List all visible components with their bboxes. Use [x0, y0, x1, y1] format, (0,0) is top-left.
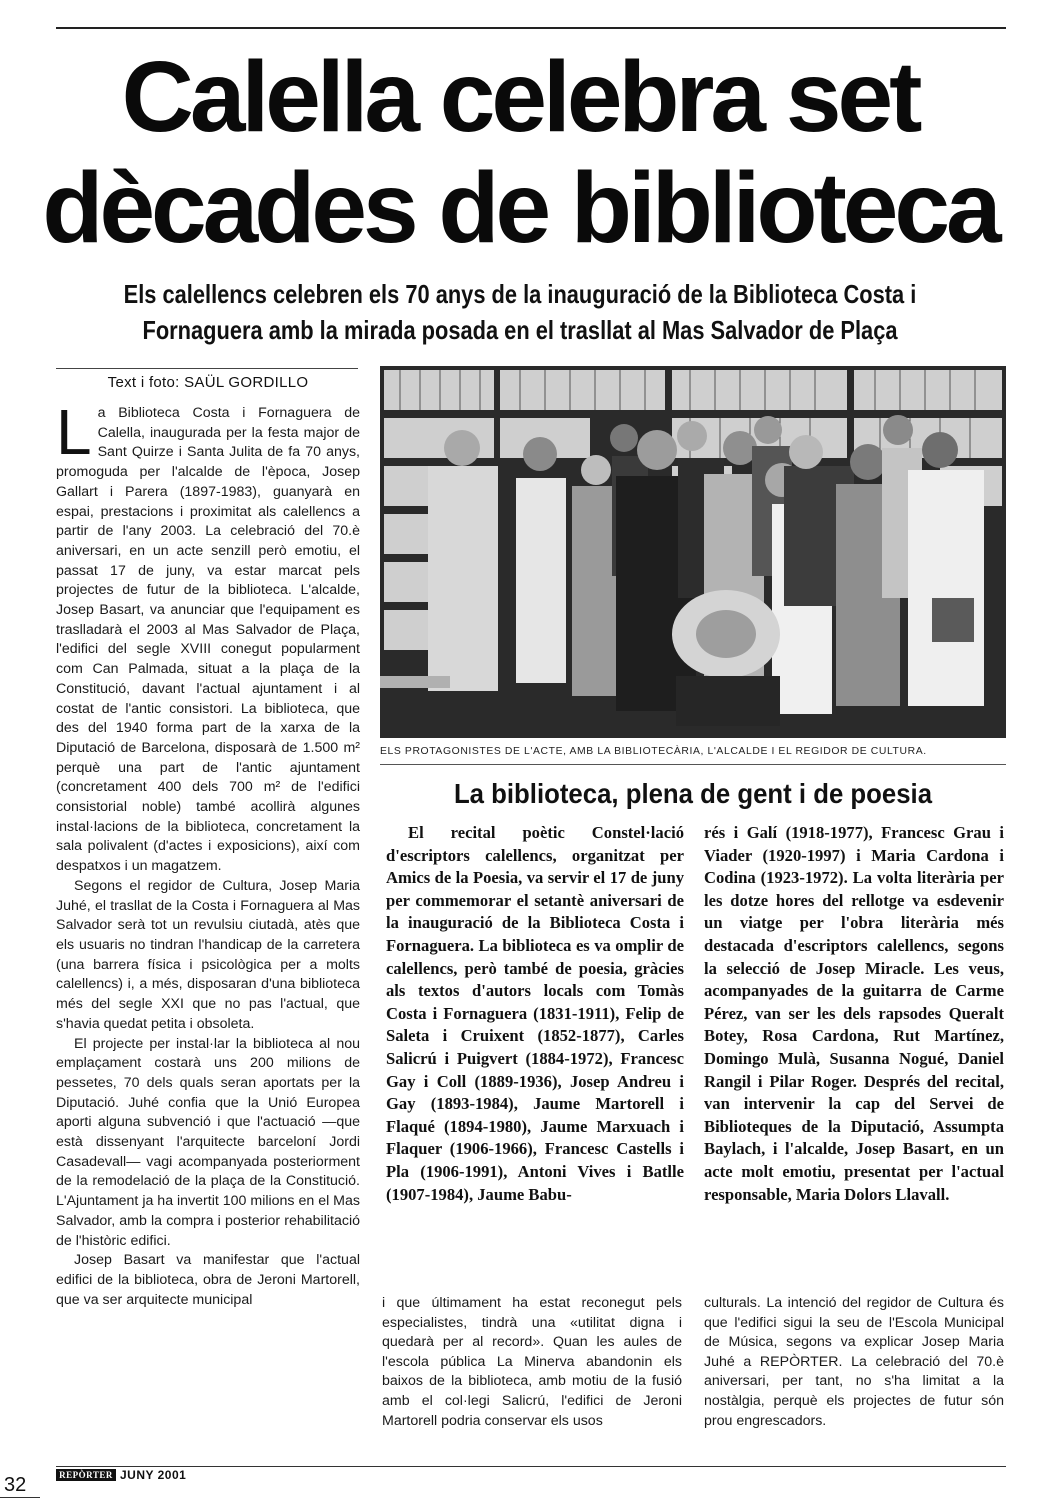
- article-paragraph-3: El projecte per instal·lar la biblioteca al nou emplaçament costarà uns 200 milions de pessetes, 70 dels quals seran aportats per la Diputació. Juhé confia que la Unió Europea aporti alguna subvenció i que l'actuació —que està dissenyant l'arquitecte barceloní Jordi Casadevall— vagi acompanyada posteriorment de la remodelació de la plaça de la Constitució. L'Ajuntament ja ha invertit 100 milions en el Mas Salvador, amb la compra i posterior rehabilitació de l'històric edifici.: [56, 1035, 360, 1249]
- group-photo: [380, 366, 1006, 738]
- headline-line-1: Calella celebra set: [121, 41, 919, 153]
- sidebar-paragraph-1: El recital poètic Constel·lació d'escriptors calellencs, organitzat per Amics de la Poesia, va servir el 17 de juny per commemorar el setantè aniversari de la inauguració de la Biblioteca Costa i Fornaguera. La biblioteca es va omplir de calellencs, però també de poesia, gràcies als textos d'autors locals com Tomàs Costa i Fornaguera (1831-1911), Felip de Saleta i Cruixent (1852-1877), Carles Salicrú i Puigvert (1884-1972), Francesc Gay i Coll (1889-1936), Josep Andreu i Gay (1893-1984), Jaume Martorell i Flaqué (1894-1980), Jaume Marxuach i Flaquer (1906-1966), Francesc Castells i Pla (1906-1991), Antoni Vives i Batlle (1907-1984), Jaume Babu-: [386, 823, 684, 1204]
- page-number: 32: [4, 1474, 27, 1496]
- footer-rule: [56, 1466, 1006, 1467]
- article-column-3: [704, 1294, 1004, 1431]
- magazine-logo: REPÒRTER: [56, 1469, 116, 1481]
- sidebar-column-1: [386, 822, 684, 1206]
- headline-line-2: dècades de biblioteca: [42, 152, 998, 264]
- article-paragraph-2: Segons el regidor de Cultura, Josep Maria Juhé, el trasllat de la Costa i Fornaguera al Mas Salvador serà tot un revulsiu ciutadà, atès que els usuaris no tindran l'handicap de la carretera (una barrera física i psicològica per a molts calellencs) i, a més, disposaran d'una biblioteca més del segle XXI que no pas l'actual, que s'havia quedat petita i obsoleta.: [56, 877, 360, 1032]
- article-paragraph-1: [56, 396, 360, 877]
- top-rule: [56, 27, 1006, 29]
- article-continuation-1: i que últimament ha estat reconegut pels especialistes, tindrà una «utilitat digna i quedarà per al record». Quan les aules de l'escola pública La Minerva abandonin els baixos de la biblioteca, amb motiu de la fusió amb el col·legi Salicrú, l'edifici de Jeroni Martorell podria conservar els usos: [382, 1295, 682, 1429]
- photo-caption: ELS PROTAGONISTES DE L'ACTE, AMB LA BIBLIOTECÀRIA, L'ALCALDE I EL REGIDOR DE CULTURA.: [380, 746, 927, 757]
- article-column-2: [382, 1294, 682, 1431]
- sidebar-title: La biblioteca, plena de gent i de poesia: [453, 778, 933, 809]
- drop-cap: L: [56, 396, 92, 468]
- subtitle-deck: [117, 276, 923, 348]
- headline: [20, 42, 1020, 264]
- article-paragraph-4: Josep Basart va manifestar que l'actual edifici de la biblioteca, obra de Jeroni Martorell, que va ser arquitecte municipal: [56, 1252, 360, 1308]
- byline-rule: [56, 368, 358, 369]
- issue-date: JUNY 2001: [120, 1468, 187, 1482]
- article-column-1: [56, 396, 360, 1310]
- caption-rule: [380, 764, 1006, 765]
- deck-line-2: Fornaguera amb la mirada posada en el trasllat al Mas Salvador de Plaça: [142, 315, 898, 345]
- article-continuation-2: culturals. La intenció del regidor de Cultura és que l'edifici sigui la seu de l'Escola Municipal de Música, segons va explicar Josep Maria Juhé a REPÒRTER. La celebració del 70.è aniversari, per tant, no s'ha limitat a la nostàlgia, perquè els projectes de futur són prou engrescadors.: [704, 1295, 1004, 1429]
- byline: Text i foto: SAÜL GORDILLO: [107, 374, 309, 391]
- deck-line-1: Els calellencs celebren els 70 anys de la inauguració de la Biblioteca Costa i: [123, 279, 917, 309]
- sidebar-column-2: [704, 822, 1004, 1206]
- group-photo-image: [380, 366, 1006, 738]
- article-paragraph-1-text: a Biblioteca Costa i Fornaguera de Calella, inaugurada per la festa major de Sant Quirze i Santa Julita de fa 70 anys, promoguda per l'alcalde de l'època, Josep Gallart i Parera (1897-1983), guanyarà en espai, prestacions i proximitat als calellencs a partir de l'any 2003. La celebració del 70.è aniversari, en un acte senzill però emotiu, el passat 17 de juny, va estar marcat pels projectes de futur de la biblioteca. L'alcalde, Josep Basart, va anunciar que l'equipament es traslladarà el 2003 al Mas Salvador de Plaça, l'edifici del segle XVIII conegut popularment com Can Palmada, situat a la plaça de la Constitució, davant l'actual ajuntament i al costat de l'antic consistori. La biblioteca, que des del 1940 forma part de la xarxa de la Diputació de Barcelona, disposarà de 1.500 m² perquè una part de l'antic ajuntament (concretament 400 dels 700 m² de l'edifici consistorial noble) també acollirà algunes instal·lacions de la biblioteca, concretament la sala polivalent (d'actes i exposicions), així com despatxos i un magatzem.: [56, 405, 360, 875]
- sidebar-paragraph-2: rés i Galí (1918-1977), Francesc Grau i Viader (1920-1997) i Maria Cardona i Codina (1923-1972). La volta literària per les dotze hores del rellotge va esdevenir un viatge per l'obra literària més destacada d'escriptors calellencs, segons la selecció de Josep Miracle. Les veus, acompanyades de la guitarra de Carme Pérez, van ser les dels rapsodes Queralt Botey, Rosa Cardona, Rut Martínez, Domingo Mulà, Susanna Nogué, Daniel Rangil i Pilar Roger. Després del recital, van intervenir la cap del Servei de Biblioteques de la Diputació, Assumpta Baylach, i l'alcalde, Josep Basart, en un acte molt emotiu, presentat per l'actual responsable, Maria Dolors Llavall.: [704, 823, 1004, 1204]
- page-number-rule: [0, 1497, 40, 1498]
